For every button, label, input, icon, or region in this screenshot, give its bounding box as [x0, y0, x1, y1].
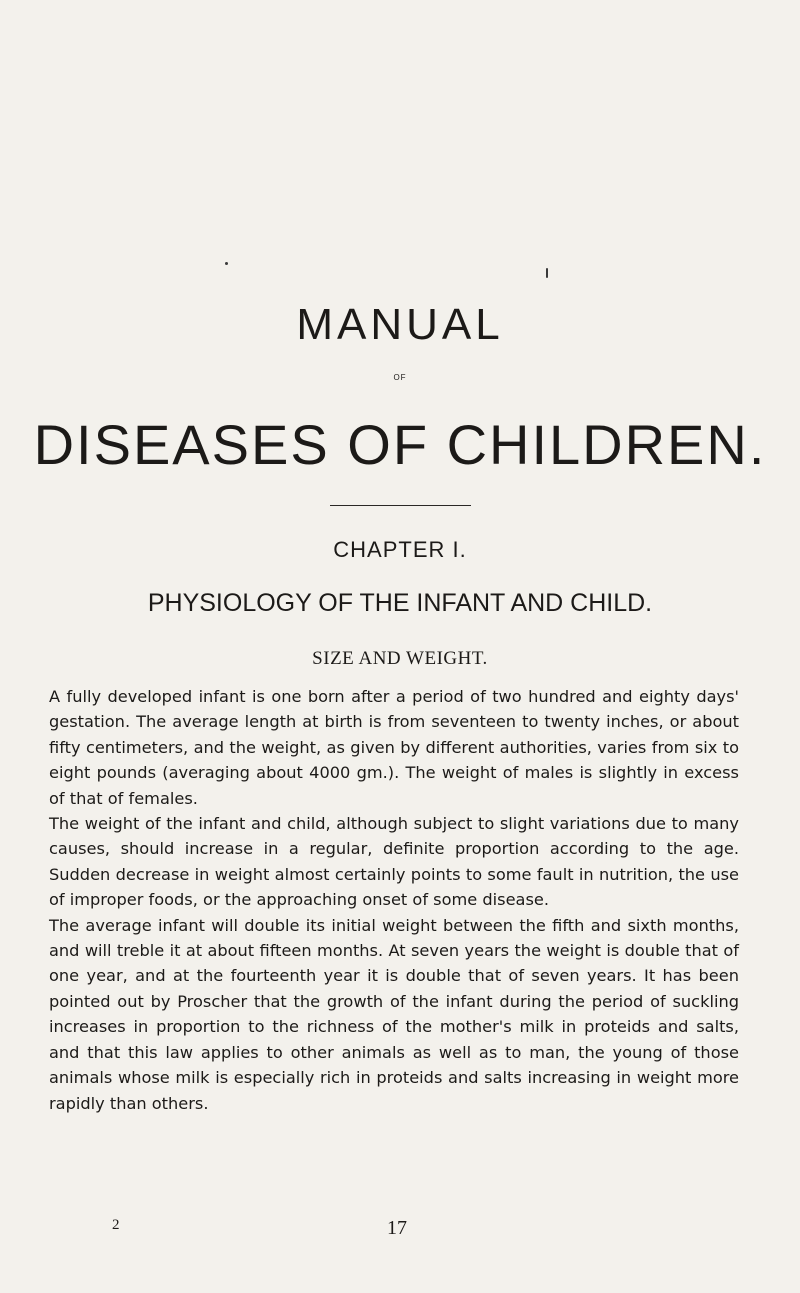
title-divider — [330, 505, 471, 506]
signature-mark: 2 — [112, 1217, 120, 1233]
chapter-title: PHYSIOLOGY OF THE INFANT AND CHILD. — [147, 589, 653, 617]
chapter-label: CHAPTER I. — [333, 537, 467, 562]
print-speck — [225, 262, 228, 265]
section-heading: SIZE AND WEIGHT. — [312, 648, 488, 669]
book-title-of: OF — [393, 373, 407, 382]
book-title-line1: MANUAL — [296, 300, 504, 349]
body-text — [49, 684, 739, 1116]
paragraph-2: The weight of the infant and child, although subject to slight variations due to many causes, should increase in a regular, definite proportion according to the age. Sudden decrease in weight almost certainly points to some fault in nutrition, the use of improper foods, or the approaching onset of some disease. — [49, 814, 739, 910]
book-title-line2: DISEASES OF CHILDREN. — [33, 413, 767, 476]
print-speck — [546, 268, 548, 278]
page-number: 17 — [387, 1217, 407, 1239]
paragraph-3: The average infant will double its initial weight between the fifth and sixth months, and will treble it at about fifteen months. At seven years the weight is double that of one year, and at the fourteenth year it is double that of seven years. It has been pointed out by Proscher that the growth of the infant during the period of suckling increases in proportion to the richness of the mother's milk in proteids and salts, and that this law applies to other animals as well as to man, the young of those animals whose milk is especially rich in proteids and salts increasing in weight more rapidly than others. — [49, 915, 739, 1113]
paragraph-1: A fully developed infant is one born after a period of two hundred and eighty days' gestation. The average length at birth is from seventeen to twenty inches, or about fifty centimeters, and the weight, as given by different authorities, varies from six to eight pounds (averaging about 4000 gm.). The weight of males is slightly in excess of that of females. — [49, 687, 739, 808]
